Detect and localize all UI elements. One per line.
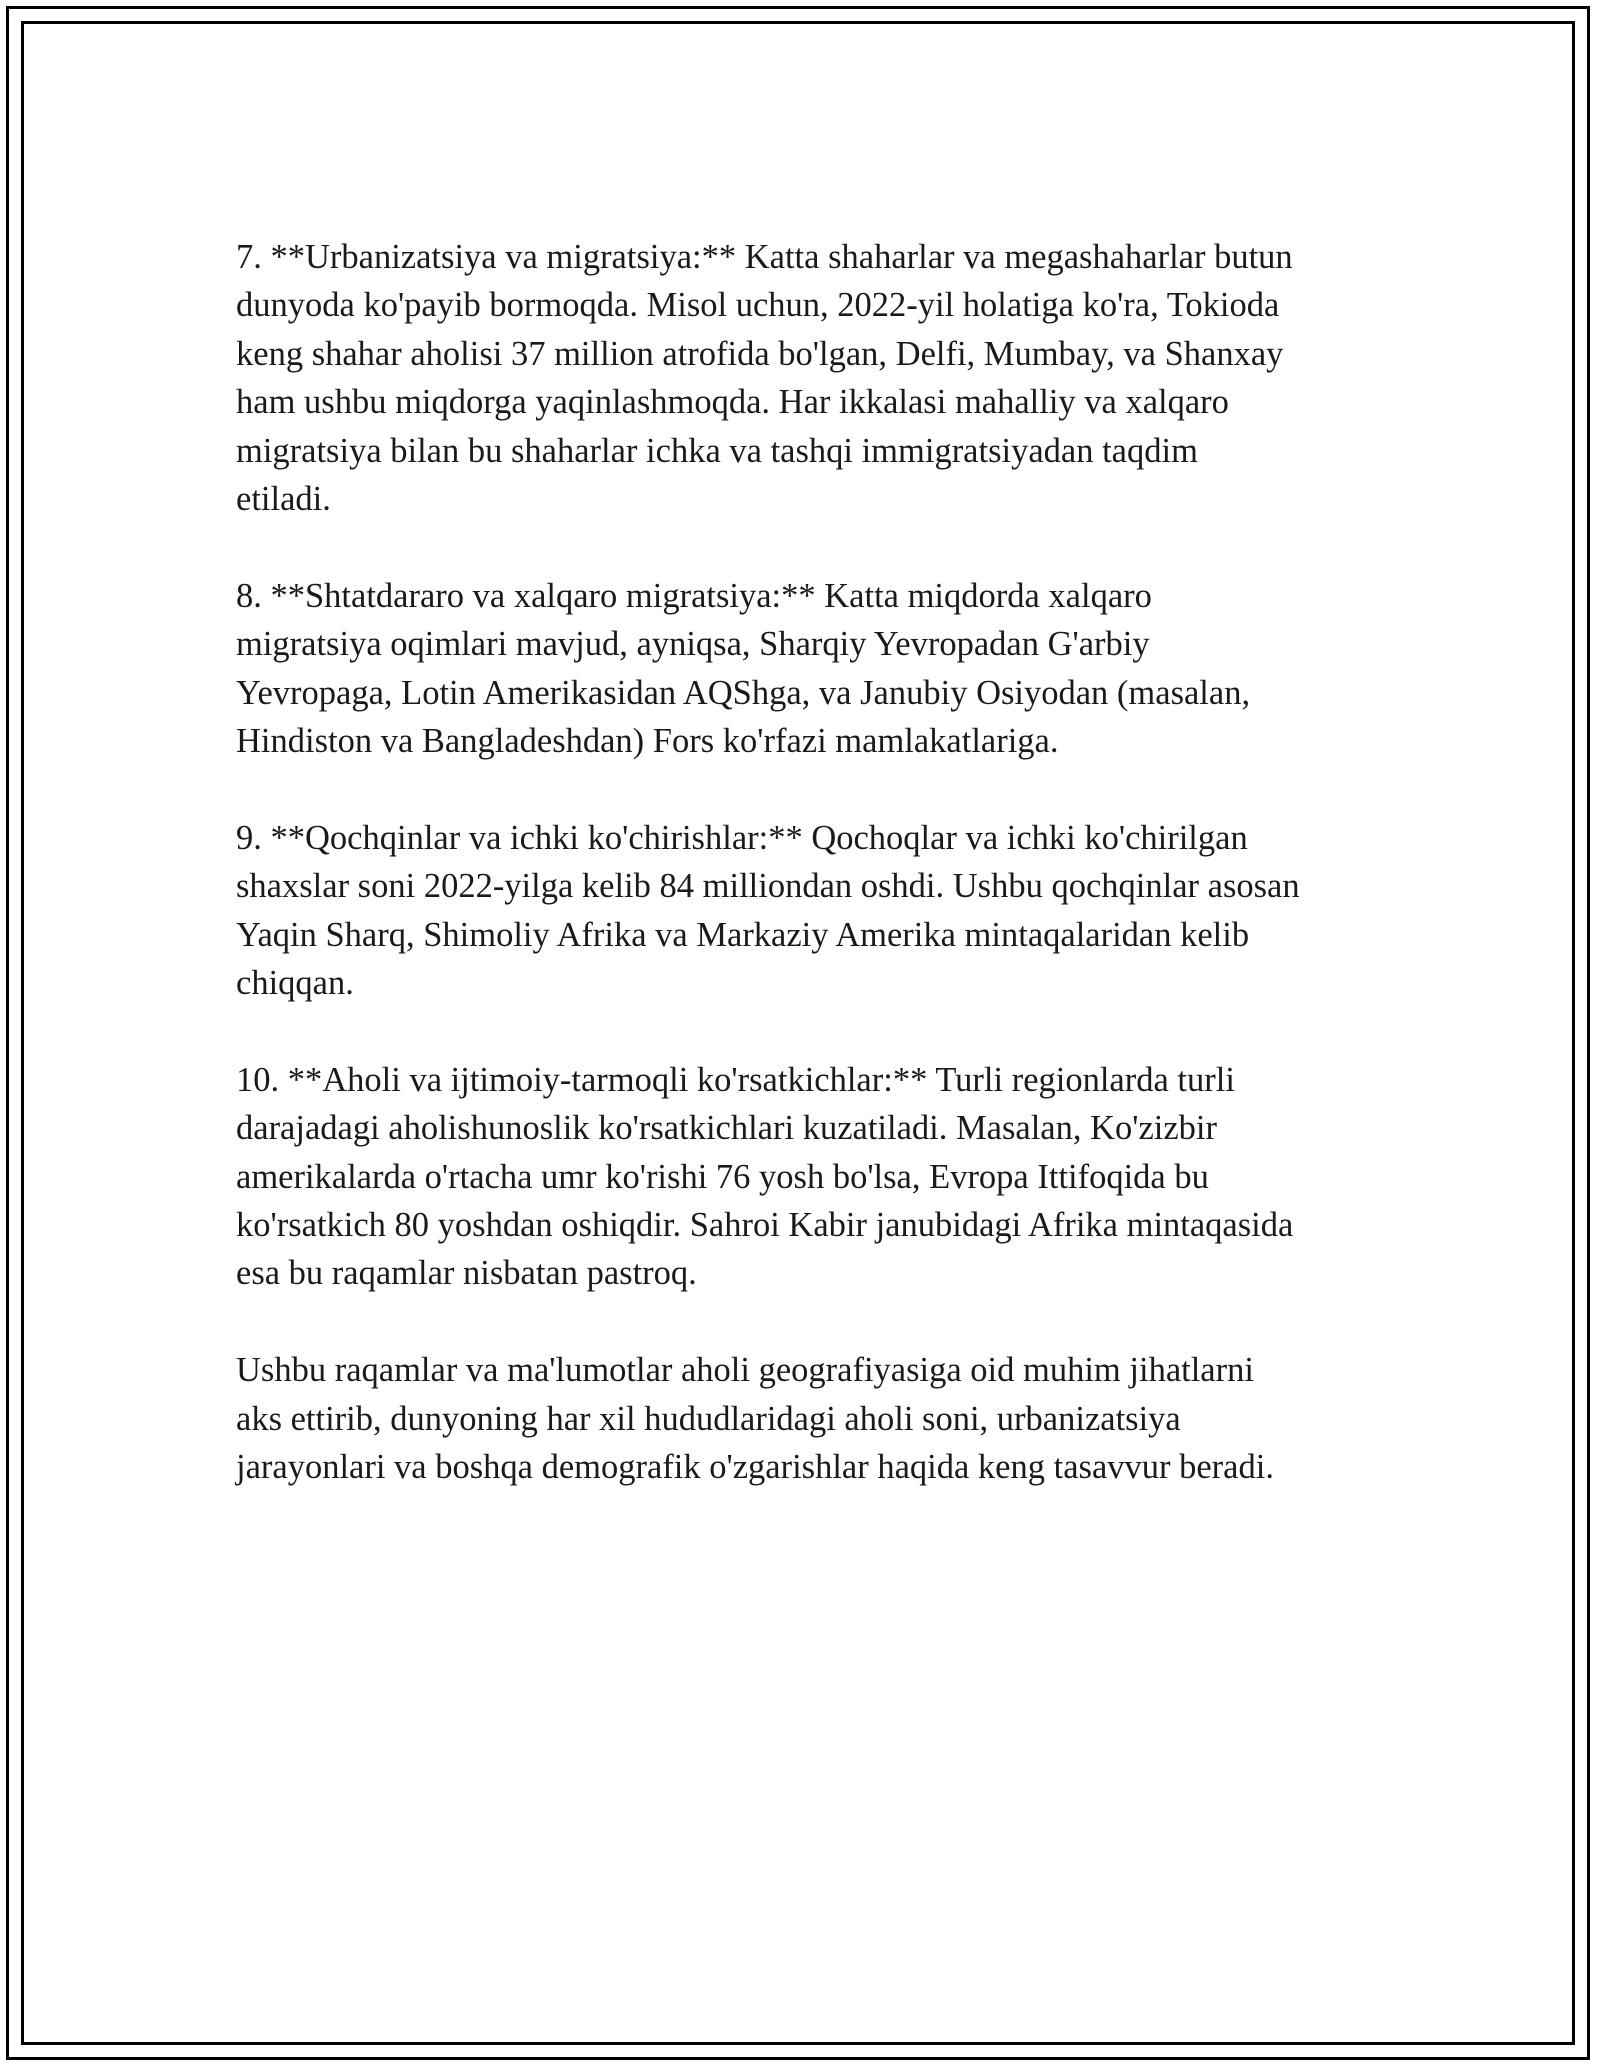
text-line: 10. **Aholi va ijtimoiy-tarmoqli ko'rsatkichlar:** Turli regionlarda turli: [236, 1060, 1235, 1099]
text-line: etiladi.: [236, 480, 331, 519]
text-line: Hindiston va Bangladeshdan) Fors ko'rfazi mamlakatlariga.: [236, 722, 1059, 761]
document-body: [236, 233, 1396, 1540]
text-line: amerikalarda o'rtacha umr ko'rishi 76 yosh bo'lsa, Evropa Ittifoqida bu: [236, 1157, 1209, 1196]
paragraph-item-9: [236, 814, 1396, 1008]
text-line: aks ettirib, dunyoning har xil hududlaridagi aholi soni, urbanizatsiya: [236, 1399, 1181, 1438]
text-line: Yevropaga, Lotin Amerikasidan AQShga, va Janubiy Osiyodan (masalan,: [236, 673, 1251, 712]
paragraph-item-10: [236, 1056, 1396, 1298]
text-line: Yaqin Sharq, Shimoliy Afrika va Markaziy Amerika mintaqalaridan kelib: [236, 915, 1250, 954]
text-line: dunyoda ko'payib bormoqda. Misol uchun, 2022-yil holatiga ko'ra, Tokioda: [236, 286, 1280, 325]
text-line: 9. **Qochqinlar va ichki ko'chirishlar:** Qochoqlar va ichki ko'chirilgan: [236, 818, 1248, 857]
text-line: darajadagi aholishunoslik ko'rsatkichlari kuzatiladi. Masalan, Ko'zizbir: [236, 1109, 1218, 1148]
paragraph-item-7: [236, 233, 1396, 523]
paragraph-item-8: [236, 572, 1396, 766]
text-line: migratsiya bilan bu shaharlar ichka va tashqi immigratsiyadan taqdim: [236, 431, 1198, 470]
text-line: 7. **Urbanizatsiya va migratsiya:** Katta shaharlar va megashaharlar butun: [236, 238, 1293, 276]
text-line: Ushbu raqamlar va ma'lumotlar aholi geografiyasiga oid muhim jihatlarni: [236, 1351, 1254, 1390]
text-line: shaxslar soni 2022-yilga kelib 84 milliondan oshdi. Ushbu qochqinlar asosan: [236, 867, 1300, 906]
text-line: ham ushbu miqdorga yaqinlashmoqda. Har ikkalasi mahalliy va xalqaro: [236, 383, 1229, 422]
text-line: esa bu raqamlar nisbatan pastroq.: [236, 1254, 697, 1293]
paragraph-conclusion: [236, 1346, 1396, 1491]
text-line: chiqqan.: [236, 964, 354, 1003]
text-line: jarayonlari va boshqa demografik o'zgarishlar haqida keng tasavvur beradi.: [236, 1448, 1274, 1487]
text-line: migratsiya oqimlari mavjud, ayniqsa, Sharqiy Yevropadan G'arbiy: [236, 625, 1150, 664]
text-line: ko'rsatkich 80 yoshdan oshiqdir. Sahroi Kabir janubidagi Afrika mintaqasida: [236, 1206, 1294, 1245]
text-line: 8. **Shtatdararo va xalqaro migratsiya:** Katta miqdorda xalqaro: [236, 576, 1152, 615]
text-line: keng shahar aholisi 37 million atrofida bo'lgan, Delfi, Mumbay, va Shanxay: [236, 334, 1284, 373]
